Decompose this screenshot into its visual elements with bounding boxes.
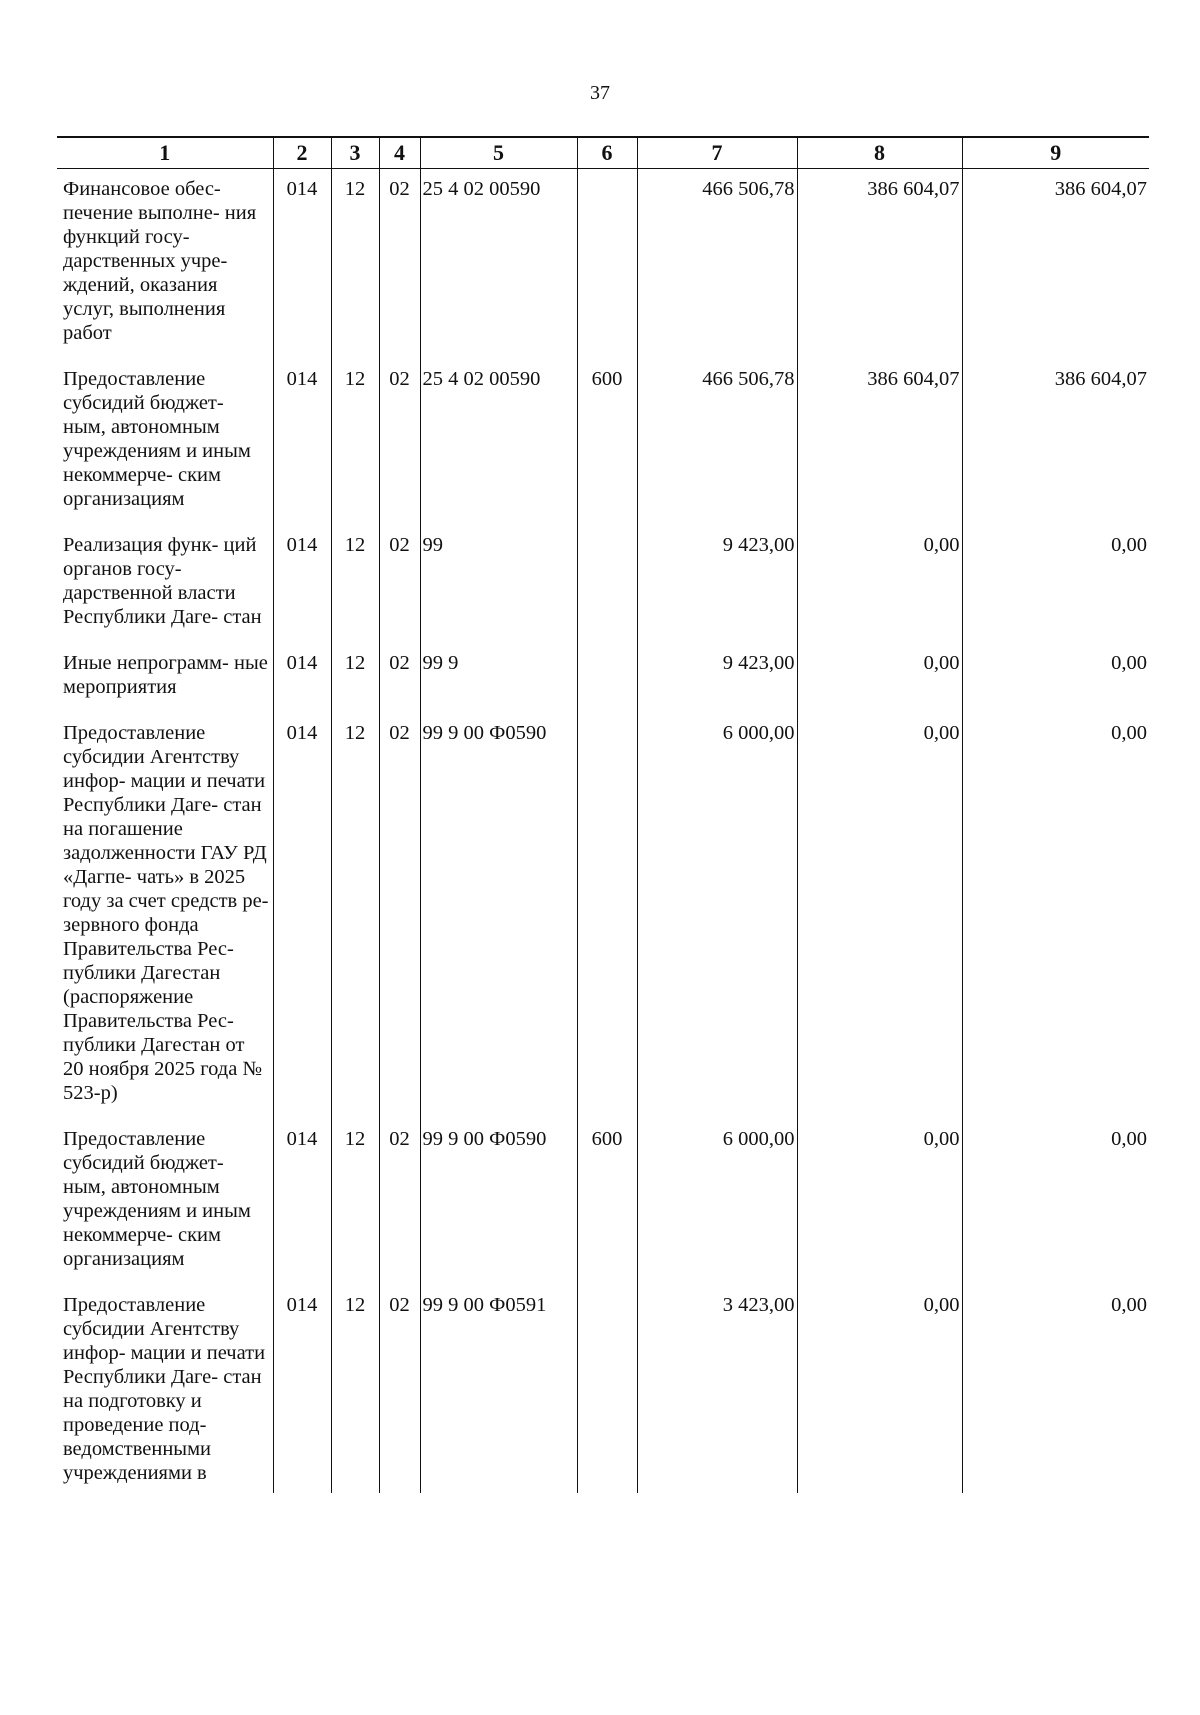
cell-col8: 0,00: [797, 525, 962, 643]
table-row: [57, 359, 1149, 525]
budget-table: [57, 136, 1149, 1493]
cell-col2: 014: [273, 169, 331, 360]
cell-col5: 99: [420, 525, 577, 643]
cell-col8: 0,00: [797, 643, 962, 713]
column-header: 5: [420, 137, 577, 169]
column-header: 2: [273, 137, 331, 169]
cell-col5: 25 4 02 00590: [420, 359, 577, 525]
cell-col2: 014: [273, 359, 331, 525]
cell-col9: 386 604,07: [962, 359, 1149, 525]
cell-col3: 12: [331, 359, 379, 525]
row-name: Предоставление субсидии Агентству инфор- мации и печати Республики Даге- стан на погашение задолженности ГАУ РД «Дагпе- чать» в 2025 году за счет средств ре- зервного фонда Правительства Рес- публики Дагестан (распоряжение Правительства Рес- публики Дагестан от 20 ноября 2025 года № 523-р): [63, 722, 269, 1104]
cell-col3: 12: [331, 1285, 379, 1493]
column-header: 9: [962, 137, 1149, 169]
table-body: [57, 169, 1149, 1494]
cell-col7: 6 000,00: [637, 713, 797, 1119]
cell-col4: 02: [379, 359, 420, 525]
cell-col2: 014: [273, 1285, 331, 1493]
cell-col3: 12: [331, 169, 379, 360]
cell-col3: 12: [331, 713, 379, 1119]
page-number: 37: [590, 82, 610, 104]
cell-col7: 9 423,00: [637, 525, 797, 643]
table-row: [57, 1285, 1149, 1493]
cell-col2: 014: [273, 525, 331, 643]
cell-col4: 02: [379, 1285, 420, 1493]
cell-col4: 02: [379, 169, 420, 360]
cell-col4: 02: [379, 643, 420, 713]
cell-col8: 0,00: [797, 713, 962, 1119]
cell-col2: 014: [273, 643, 331, 713]
cell-col4: 02: [379, 1119, 420, 1285]
cell-col9: 0,00: [962, 713, 1149, 1119]
cell-col8: 386 604,07: [797, 169, 962, 360]
cell-col6: [577, 713, 637, 1119]
cell-col6: 600: [577, 1119, 637, 1285]
column-header: 6: [577, 137, 637, 169]
cell-col9: 0,00: [962, 1119, 1149, 1285]
cell-col6: [577, 169, 637, 360]
table-row: [57, 643, 1149, 713]
cell-col6: [577, 1285, 637, 1493]
column-header: 7: [637, 137, 797, 169]
row-name: Предоставление субсидий бюджет- ным, автономным учреждениям и иным некоммерче- ским организациям: [63, 1128, 251, 1270]
cell-col2: 014: [273, 1119, 331, 1285]
cell-col5: 25 4 02 00590: [420, 169, 577, 360]
cell-col3: 12: [331, 525, 379, 643]
cell-col4: 02: [379, 525, 420, 643]
row-name: Реализация функ- ций органов госу- дарственной власти Республики Даге- стан: [63, 534, 262, 628]
cell-col7: 9 423,00: [637, 643, 797, 713]
column-header: 1: [57, 137, 273, 169]
cell-col6: 600: [577, 359, 637, 525]
cell-col7: 6 000,00: [637, 1119, 797, 1285]
cell-col9: 0,00: [962, 1285, 1149, 1493]
table-row: [57, 169, 1149, 360]
cell-col7: 3 423,00: [637, 1285, 797, 1493]
cell-col2: 014: [273, 713, 331, 1119]
cell-col6: [577, 525, 637, 643]
cell-col9: 0,00: [962, 525, 1149, 643]
cell-col9: 0,00: [962, 643, 1149, 713]
cell-col5: 99 9: [420, 643, 577, 713]
cell-col5: 99 9 00 Ф0590: [420, 1119, 577, 1285]
column-header: 3: [331, 137, 379, 169]
cell-col9: 386 604,07: [962, 169, 1149, 360]
column-header: 8: [797, 137, 962, 169]
row-name: Финансовое обес- печение выполне- ния функций госу- дарственных учре- ждений, оказания услуг, выполнения работ: [63, 178, 257, 344]
cell-col6: [577, 643, 637, 713]
cell-col3: 12: [331, 1119, 379, 1285]
cell-col8: 386 604,07: [797, 359, 962, 525]
table-header: [57, 137, 1149, 169]
row-name: Предоставление субсидий бюджет- ным, автономным учреждениям и иным некоммерче- ским организациям: [63, 368, 251, 510]
row-name: Иные непрограмм- ные мероприятия: [63, 652, 268, 698]
table-row: [57, 525, 1149, 643]
header-row: [57, 137, 1149, 169]
cell-col4: 02: [379, 713, 420, 1119]
cell-col8: 0,00: [797, 1285, 962, 1493]
cell-col3: 12: [331, 643, 379, 713]
cell-col7: 466 506,78: [637, 169, 797, 360]
cell-col8: 0,00: [797, 1119, 962, 1285]
table-row: [57, 1119, 1149, 1285]
table-row: [57, 713, 1149, 1119]
cell-col7: 466 506,78: [637, 359, 797, 525]
cell-col5: 99 9 00 Ф0590: [420, 713, 577, 1119]
cell-col5: 99 9 00 Ф0591: [420, 1285, 577, 1493]
row-name: Предоставление субсидии Агентству инфор- мации и печати Республики Даге- стан на подготовку и проведение под- ведомственными учреждениями в: [63, 1294, 266, 1484]
column-header: 4: [379, 137, 420, 169]
